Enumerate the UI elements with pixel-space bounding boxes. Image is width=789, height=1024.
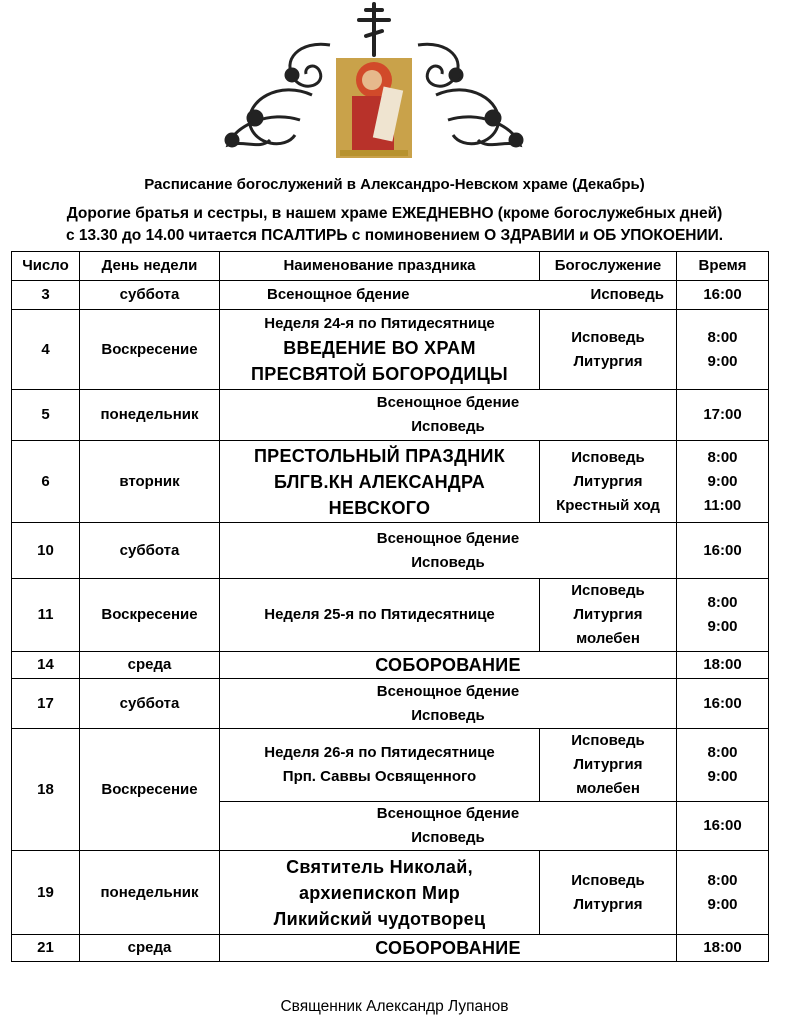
cell-day: понедельник (80, 851, 220, 935)
feast-title: ВВЕДЕНИЕ ВО ХРАМ ПРЕСВЯТОЙ БОГОРОДИЦЫ (251, 338, 508, 384)
cell-number: 11 (12, 579, 80, 652)
cell-time: 17:00 (677, 390, 769, 441)
cell-time: 16:00 (677, 679, 769, 729)
header-ornament-icon (0, 0, 789, 170)
table-header-row (12, 252, 769, 281)
cell-time: 8:00 9:00 (677, 579, 769, 652)
cell-number: 3 (12, 281, 80, 310)
cell-time: 8:00 9:00 (677, 310, 769, 390)
cell-feast: Неделя 26-я по Пятидесятнице Прп. Саввы Освященного (220, 729, 540, 802)
table-row (12, 310, 769, 390)
cell-feast: Святитель Николай, архиепископ Мир Ликийский чудотворец (220, 851, 540, 935)
cell-feast-service (220, 281, 677, 310)
notice-line-2: с 13.30 до 14.00 читается ПСАЛТИРЬ с поминовением О ЗДРАВИИ и ОБ УПОКОЕНИИ. (65, 227, 724, 244)
table-row (12, 523, 769, 579)
cell-feast: Всенощное бдение Исповедь (220, 523, 677, 579)
table-row (12, 390, 769, 441)
table-row (12, 281, 769, 310)
cell-day: среда (80, 935, 220, 962)
cell-time: 18:00 (677, 652, 769, 679)
cell-feast (220, 310, 540, 390)
cell-service: Исповедь Литургия молебен (540, 729, 677, 802)
cell-number: 6 (12, 441, 80, 523)
cell-time: 18:00 (677, 935, 769, 962)
cell-number: 21 (12, 935, 80, 962)
cell-service: Исповедь Литургия молебен (540, 579, 677, 652)
cell-number: 5 (12, 390, 80, 441)
column-header-feast: Наименование праздника (220, 252, 540, 281)
cell-time: 8:00 9:00 11:00 (677, 441, 769, 523)
table-row (12, 679, 769, 729)
cell-feast: ПРЕСТОЛЬНЫЙ ПРАЗДНИК БЛГВ.КН АЛЕКСАНДРА НЕВСКОГО (220, 441, 540, 523)
cell-number: 10 (12, 523, 80, 579)
cell-day: суббота (80, 281, 220, 310)
cell-number: 14 (12, 652, 80, 679)
table-row (12, 935, 769, 962)
cell-day: среда (80, 652, 220, 679)
cell-number: 17 (12, 679, 80, 729)
cell-time: 8:00 9:00 (677, 729, 769, 802)
cell-day: суббота (80, 523, 220, 579)
cell-feast: СОБОРОВАНИЕ (220, 935, 677, 962)
cell-number: 4 (12, 310, 80, 390)
column-header-time: Время (677, 252, 769, 281)
cell-service: Исповедь (590, 286, 664, 303)
cell-feast: Всенощное бдение Исповедь (220, 679, 677, 729)
cell-feast: СОБОРОВАНИЕ (220, 652, 677, 679)
cell-feast: Всенощное бдение Исповедь (220, 802, 677, 851)
feast-subtitle: Неделя 24-я по Пятидесятнице (264, 315, 495, 332)
cell-day: вторник (80, 441, 220, 523)
table-row (12, 579, 769, 652)
cell-time: 16:00 (677, 523, 769, 579)
column-header-day: День недели (80, 252, 220, 281)
cell-feast: Неделя 25-я по Пятидесятнице (220, 579, 540, 652)
cell-day: понедельник (80, 390, 220, 441)
cell-day: суббота (80, 679, 220, 729)
column-header-number: Число (12, 252, 80, 281)
table-row (12, 441, 769, 523)
cell-number: 19 (12, 851, 80, 935)
cell-service: Исповедь Литургия (540, 851, 677, 935)
table-row (12, 652, 769, 679)
cell-number: 18 (12, 729, 80, 851)
cell-day: Воскресение (80, 310, 220, 390)
signature: Священник Александр Лупанов (280, 998, 509, 1015)
cell-service: Исповедь Литургия Крестный ход (540, 441, 677, 523)
cell-day: Воскресение (80, 729, 220, 851)
cell-time: 16:00 (677, 281, 769, 310)
schedule-table (11, 251, 769, 962)
column-header-service: Богослужение (540, 252, 677, 281)
cell-feast: Всенощное бдение Исповедь (220, 390, 677, 441)
table-row (12, 729, 769, 802)
table-row (12, 851, 769, 935)
cell-feast: Всенощное бдение (267, 286, 410, 303)
cell-time: 16:00 (677, 802, 769, 851)
page-title: Расписание богослужений в Александро-Невском храме (Декабрь) (144, 176, 645, 193)
cell-time: 8:00 9:00 (677, 851, 769, 935)
cell-service: Исповедь Литургия (540, 310, 677, 390)
notice-line-1: Дорогие братья и сестры, в нашем храме ЕЖЕДНЕВНО (кроме богослужебных дней) (66, 205, 723, 222)
cell-day: Воскресение (80, 579, 220, 652)
